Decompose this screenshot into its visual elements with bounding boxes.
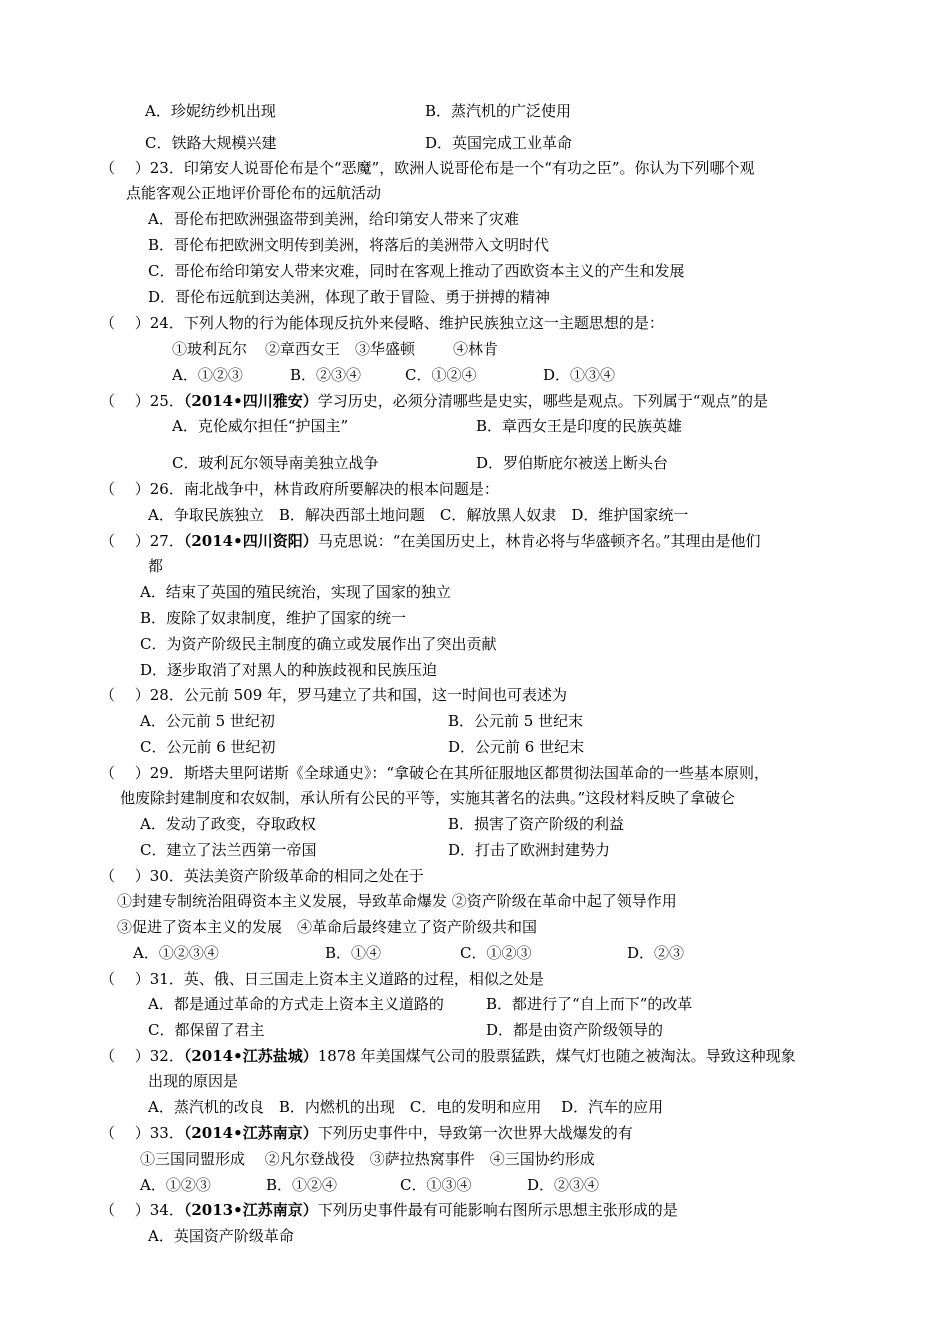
option-b: B．①②④	[266, 1176, 338, 1194]
option-b: B．损害了资产阶级的利益	[448, 815, 625, 833]
option-d: D．①③④	[543, 366, 616, 384]
options: A．蒸汽机的改良 B．内燃机的出现 C．电的发明和应用 D．汽车的应用	[148, 1098, 664, 1116]
option-a: A．公元前 5 世纪初	[140, 712, 275, 730]
option-a: A．结束了英国的殖民统治，实现了国家的独立	[140, 583, 451, 601]
question-stem: 马克思说：“在美国历史上，林肯必将与华盛顿齐名。”其理由是他们	[317, 532, 761, 550]
option-c: C．玻利瓦尔领导南美独立战争	[172, 454, 379, 472]
question-number: （ ）34．	[100, 1201, 184, 1219]
option-a: A．哥伦布把欧洲强盗带到美洲，给印第安人带来了灾难	[148, 210, 519, 228]
option-d: D．英国完成工业革命	[425, 134, 573, 152]
option-c: C．①②④	[405, 366, 477, 384]
question-source: （2014•四川雅安）	[183, 392, 318, 410]
option-b: B．废除了奴隶制度，维护了国家的统一	[140, 609, 407, 627]
option-c: C．铁路大规模兴建	[145, 134, 277, 152]
item-3: ③华盛顿	[355, 340, 416, 358]
question-stem: （ ）30．英法美资产阶级革命的相同之处在于	[100, 867, 424, 885]
question-source: （2014•江苏盐城）	[183, 1047, 318, 1065]
question-number: （ ）33．	[100, 1124, 184, 1142]
option-b: B．哥伦布把欧洲文明传到美洲，将落后的美洲带入文明时代	[148, 236, 550, 254]
question-number: （ ）32．	[100, 1047, 184, 1065]
option-b: B．公元前 5 世纪末	[448, 712, 584, 730]
option-a: A．①②③	[172, 366, 243, 384]
question-stem: （ ）28．公元前 509 年，罗马建立了共和国，这一时间也可表述为	[100, 686, 568, 704]
option-b: B．蒸汽机的广泛使用	[425, 102, 572, 120]
question-stem: （ ）26．南北战争中，林肯政府所要解决的根本问题是：	[100, 480, 499, 498]
option-b: B．①④	[325, 944, 382, 962]
option-d: D．公元前 6 世纪末	[448, 738, 585, 756]
option-c: C．都保留了君主	[148, 1021, 265, 1039]
question-stem: 下列历史事件中，导致第一次世界大战爆发的有	[317, 1124, 633, 1142]
option-d: D．②③④	[527, 1176, 600, 1194]
option-d: D．哥伦布远航到达美洲，体现了敢于冒险、勇于拼搏的精神	[148, 288, 551, 306]
question-stem: 1878 年美国煤气公司的股票猛跌，煤气灯也随之被淘汰。导致这种现象	[317, 1047, 796, 1065]
option-a: A．英国资产阶级革命	[148, 1227, 294, 1245]
option-a: A．①②③④	[133, 944, 219, 962]
items-line-2: ③促进了资本主义的发展 ④革命后最终建立了资产阶级共和国	[117, 918, 538, 936]
items: ①三国同盟形成 ②凡尔登战役 ③萨拉热窝事件 ④三国协约形成	[140, 1150, 595, 1168]
options: A．争取民族独立 B．解决西部土地问题 C．解放黑人奴隶 D．维护国家统一	[148, 506, 689, 524]
option-d: D．罗伯斯庇尔被送上断头台	[476, 454, 669, 472]
option-c: C．①③④	[400, 1176, 472, 1194]
option-a: A．珍妮纺纱机出现	[145, 102, 276, 120]
question-stem: 学习历史，必须分清哪些是史实，哪些是观点。下列属于“观点”的是	[317, 392, 769, 410]
option-c: C．为资产阶级民主制度的确立或发展作出了突出贡献	[140, 635, 497, 653]
question-stem-cont: 都	[148, 557, 164, 575]
option-d: D．②③	[627, 944, 685, 962]
item-4: ④林肯	[453, 340, 499, 358]
question-source: （2013•江苏南京）	[183, 1201, 318, 1219]
option-d: D．都是由资产阶级领导的	[486, 1021, 664, 1039]
option-a: A．发动了政变，夺取政权	[140, 815, 316, 833]
item-2: ②章西女王	[265, 340, 341, 358]
option-a: A．①②③	[140, 1176, 211, 1194]
option-b: B．章西女王是印度的民族英雄	[476, 417, 683, 435]
option-d: D．逐步取消了对黑人的种族歧视和民族压迫	[140, 661, 438, 679]
question-stem: （ ）29．斯塔夫里阿诺斯《全球通史》：“拿破仑在其所征服地区都贯彻法国革命的一些基本原则，	[100, 764, 770, 782]
question-stem: （ ）23．印第安人说哥伦布是个“恶魔”，欧洲人说哥伦布是一个“有功之臣”。你认为下列哪个观	[100, 159, 755, 177]
option-a: A．克伦威尔担任“护国主”	[172, 417, 349, 435]
option-c: C．建立了法兰西第一帝国	[140, 841, 317, 859]
question-stem: 下列历史事件最有可能影响右图所示思想主张形成的是	[317, 1201, 678, 1219]
option-c: C．公元前 6 世纪初	[140, 738, 276, 756]
option-b: B．②③④	[290, 366, 362, 384]
question-source: （2014•四川资阳）	[183, 532, 318, 550]
option-c: C．①②③	[460, 944, 532, 962]
item-1: ①玻利瓦尔	[172, 340, 248, 358]
question-stem-cont: 点能客观公正地评价哥伦布的远航活动	[126, 184, 382, 202]
option-d: D．打击了欧洲封建势力	[448, 841, 611, 859]
question-number: （ ）25．	[100, 392, 184, 410]
question-source: （2014•江苏南京）	[183, 1124, 318, 1142]
question-stem-cont: 出现的原因是	[148, 1072, 239, 1090]
option-a: A．都是通过革命的方式走上资本主义道路的	[148, 995, 444, 1013]
question-stem: （ ）24．下列人物的行为能体现反抗外来侵略、维护民族独立这一主题思想的是：	[100, 314, 664, 332]
question-number: （ ）27．	[100, 532, 184, 550]
option-b: B．都进行了“自上而下”的改革	[486, 995, 693, 1013]
question-stem-cont: 他废除封建制度和农奴制，承认所有公民的平等，实施其著名的法典。”这段材料反映了拿破仑	[120, 789, 736, 807]
items-line-1: ①封建专制统治阻碍资本主义发展，导致革命爆发 ②资产阶级在革命中起了领导作用	[117, 892, 677, 910]
question-stem: （ ）31．英、俄、日三国走上资本主义道路的过程，相似之处是	[100, 970, 544, 988]
option-c: C．哥伦布给印第安人带来灾难，同时在客观上推动了西欧资本主义的产生和发展	[148, 262, 685, 280]
